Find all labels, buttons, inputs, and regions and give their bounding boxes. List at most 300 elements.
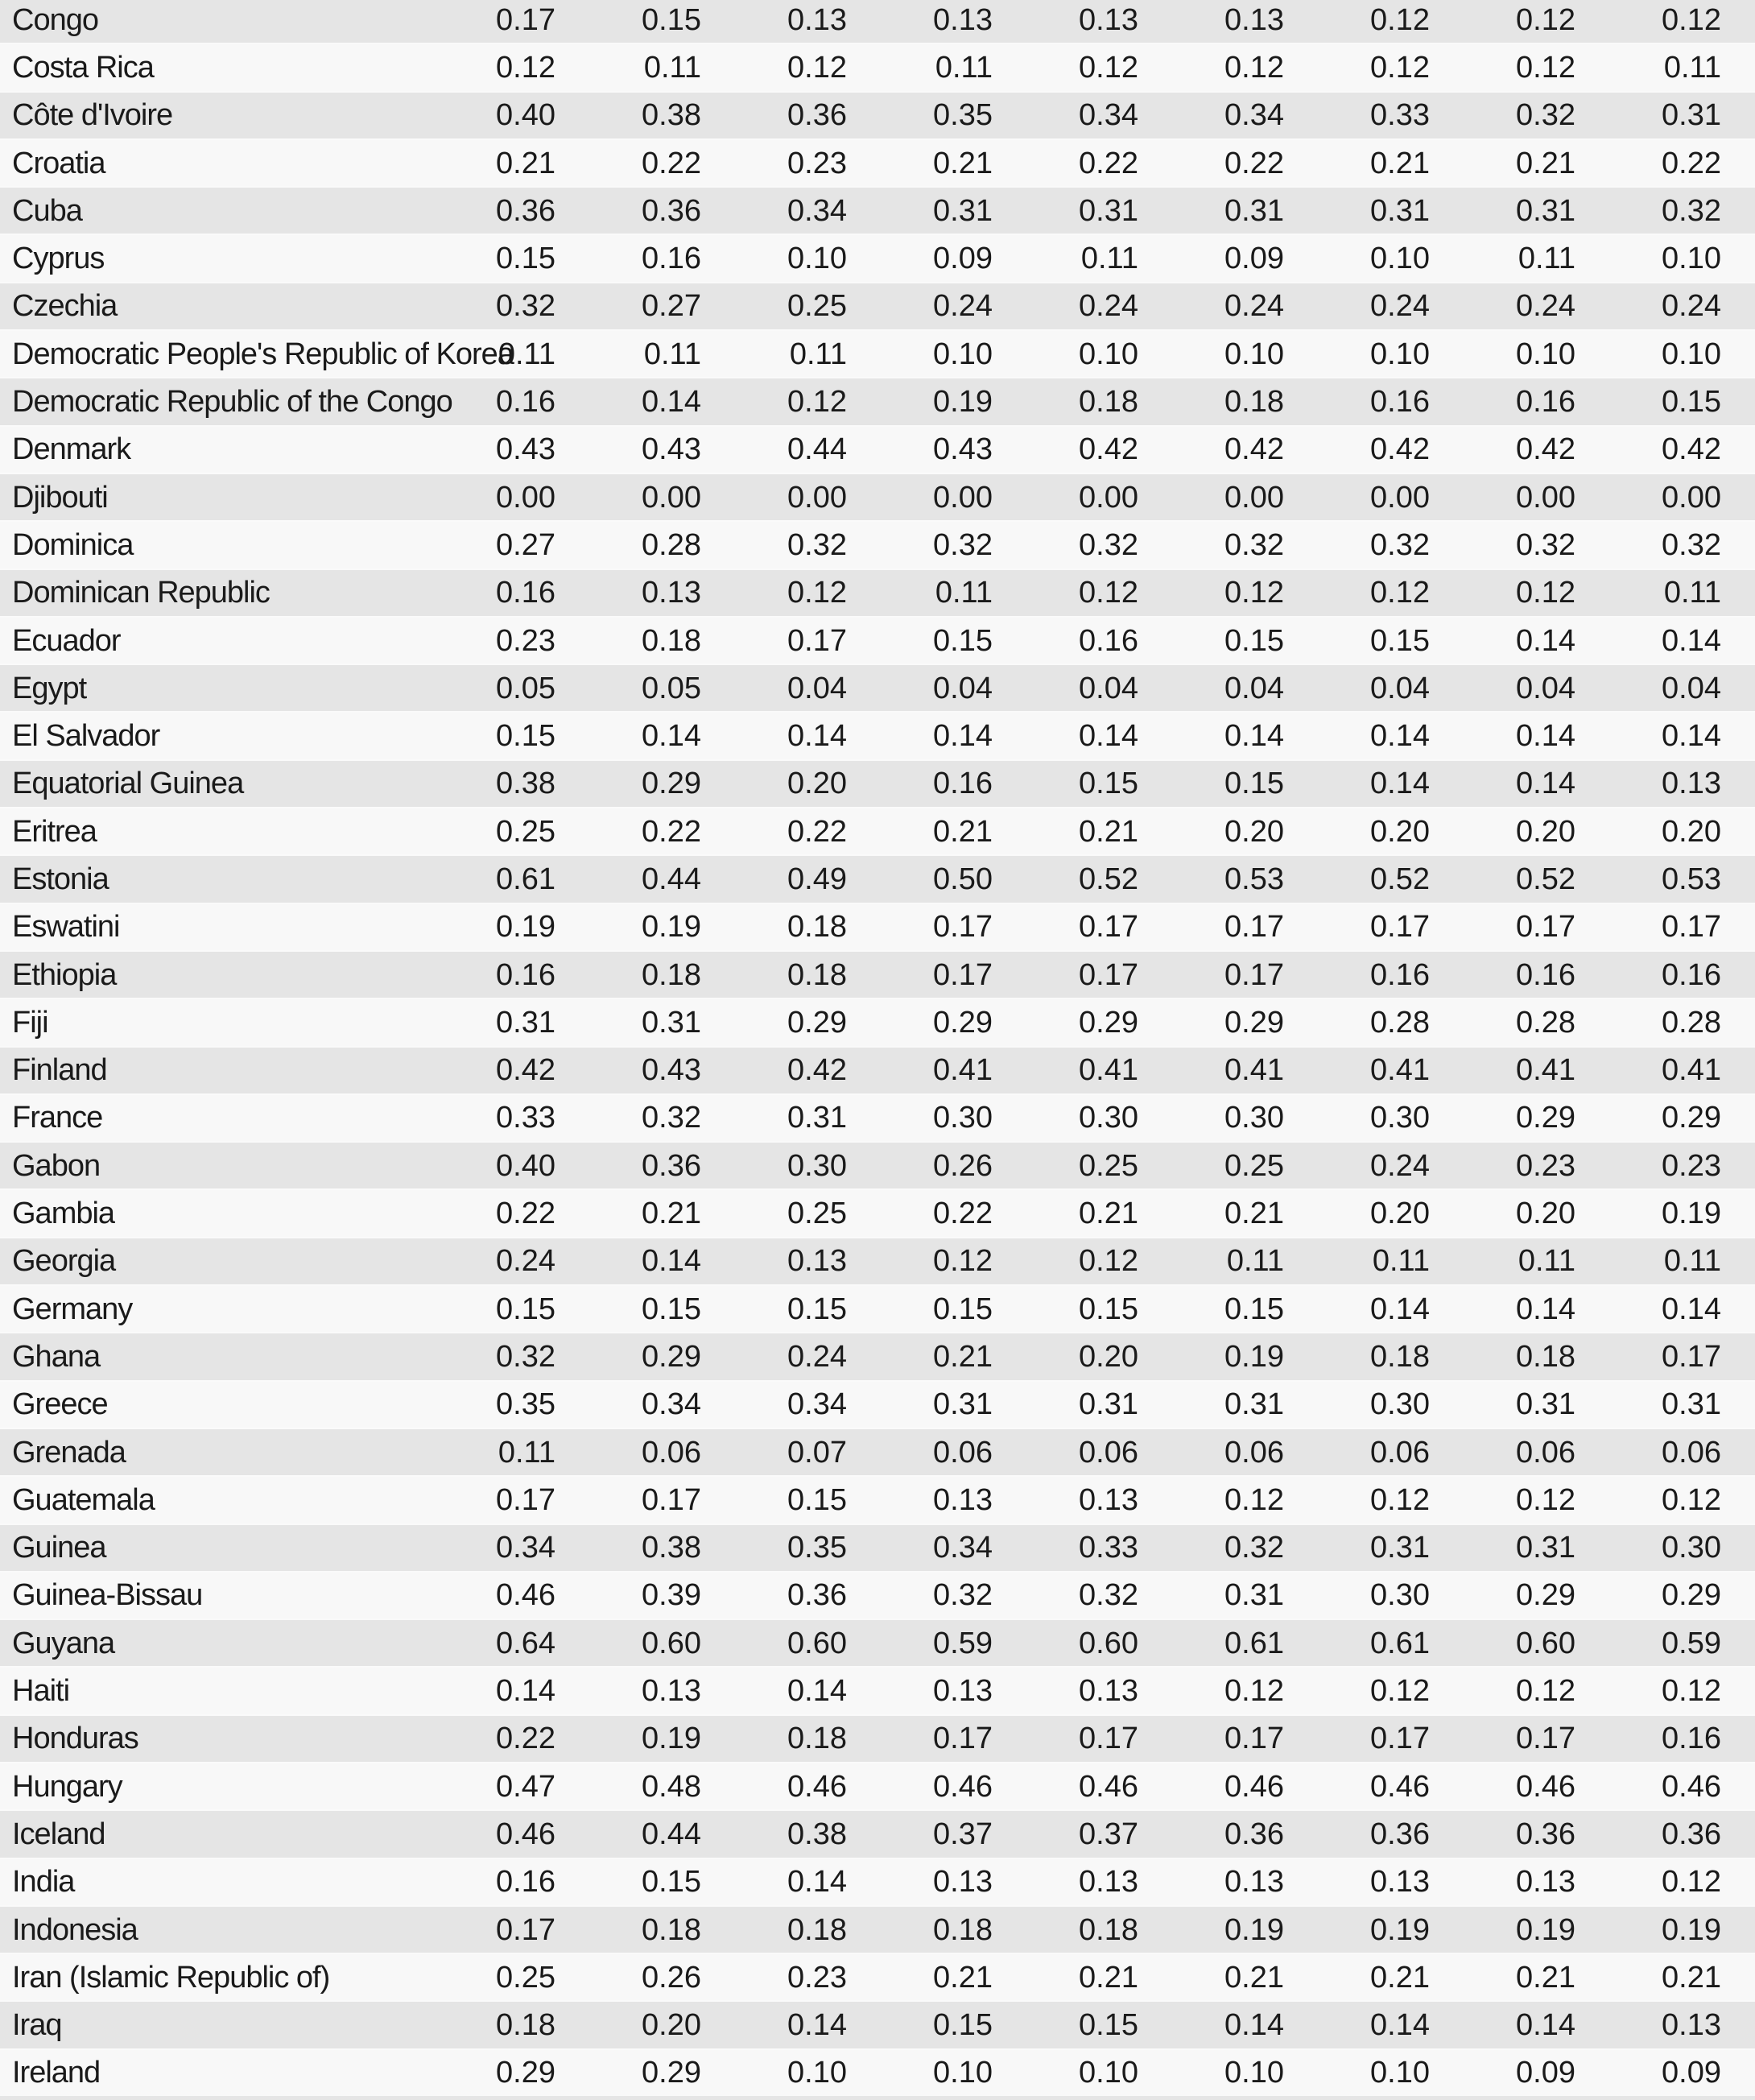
value-cell: 0.15	[496, 1292, 555, 1326]
value-cell: 0.13	[642, 576, 701, 610]
value-cell: 0.31	[1224, 1387, 1284, 1422]
value-cell: 0.16	[1370, 385, 1430, 420]
value-cell: 0.29	[787, 1005, 847, 1040]
value-cell: 0.10	[1370, 337, 1430, 371]
table-row	[0, 998, 1755, 1045]
value-cell: 0.40	[496, 1148, 555, 1183]
value-cell: 0.17	[1662, 1339, 1721, 1374]
table-row	[0, 759, 1755, 807]
value-cell: 0.28	[642, 527, 701, 562]
value-cell: 0.25	[496, 1960, 555, 1995]
value-cell: 0.04	[933, 671, 993, 705]
value-cell: 0.46	[496, 1578, 555, 1613]
value-cell: 0.11	[643, 337, 701, 371]
value-cell: 0.13	[933, 1674, 993, 1709]
value-cell: 0.10	[1079, 2056, 1138, 2090]
value-cell: 0.04	[1516, 671, 1575, 705]
value-cell: 0.46	[496, 1817, 555, 1851]
value-cell: 0.25	[1224, 1148, 1284, 1183]
table-row	[0, 473, 1755, 520]
value-cell: 0.40	[496, 98, 555, 133]
table-row	[0, 1475, 1755, 1523]
value-cell: 0.15	[1370, 623, 1430, 658]
value-cell: 0.14	[1662, 1292, 1721, 1326]
country-name: Greece	[12, 1387, 108, 1422]
value-cell: 0.11	[1663, 576, 1721, 610]
value-cell: 0.14	[1079, 719, 1138, 754]
value-cell: 0.11	[1372, 1244, 1430, 1279]
value-cell: 0.34	[1224, 98, 1284, 133]
value-cell: 0.00	[787, 480, 847, 515]
value-cell: 0.00	[642, 480, 701, 515]
value-cell: 0.00	[1079, 480, 1138, 515]
value-cell: 0.10	[1079, 337, 1138, 371]
table-row	[0, 1714, 1755, 1762]
value-cell: 0.10	[1224, 2056, 1284, 2090]
value-cell: 0.16	[933, 767, 993, 801]
value-cell: 0.18	[1079, 385, 1138, 420]
value-cell: 0.00	[1224, 480, 1284, 515]
country-name: Denmark	[12, 432, 131, 467]
value-cell: 0.00	[496, 480, 555, 515]
value-cell: 0.16	[496, 1865, 555, 1900]
value-cell: 0.10	[933, 2056, 993, 2090]
value-cell: 0.36	[1224, 1817, 1284, 1851]
value-cell: 0.13	[1224, 2, 1284, 37]
value-cell: 0.21	[1224, 1197, 1284, 1231]
value-cell: 0.52	[1370, 862, 1430, 896]
table-row	[0, 1093, 1755, 1141]
value-cell: 0.46	[787, 1769, 847, 1804]
value-cell: 0.25	[787, 289, 847, 324]
value-cell: 0.07	[787, 1435, 847, 1470]
value-cell: 0.46	[1224, 1769, 1284, 1804]
value-cell: 0.14	[1370, 767, 1430, 801]
country-name: Côte d'Ivoire	[12, 98, 173, 133]
value-cell: 0.22	[496, 1722, 555, 1756]
value-cell: 0.21	[933, 1960, 993, 1995]
country-name: Estonia	[12, 862, 109, 896]
country-name: France	[12, 1101, 103, 1135]
value-cell: 0.49	[787, 862, 847, 896]
value-cell: 0.14	[1370, 2008, 1430, 2043]
table-row	[0, 186, 1755, 234]
value-cell: 0.32	[933, 1578, 993, 1613]
value-cell: 0.10	[787, 2056, 847, 2090]
value-cell: 0.32	[496, 289, 555, 324]
value-cell: 0.10	[933, 337, 993, 371]
value-cell: 0.21	[1370, 1960, 1430, 1995]
value-cell: 0.09	[1516, 2056, 1575, 2090]
value-cell: 0.12	[1662, 2, 1721, 37]
value-cell: 0.12	[1224, 1674, 1284, 1709]
table-row	[0, 377, 1755, 424]
value-cell: 0.13	[1516, 1865, 1575, 1900]
value-cell: 0.28	[1516, 1005, 1575, 1040]
value-cell: 0.15	[1224, 1292, 1284, 1326]
value-cell: 0.12	[1370, 50, 1430, 85]
value-cell: 0.30	[1224, 1101, 1284, 1135]
value-cell: 0.16	[1516, 957, 1575, 992]
value-cell: 0.30	[1079, 1101, 1138, 1135]
country-name: Guinea-Bissau	[12, 1578, 203, 1613]
value-cell: 0.12	[1516, 1482, 1575, 1517]
value-cell: 0.10	[787, 242, 847, 276]
value-cell: 0.30	[933, 1101, 993, 1135]
country-name: Croatia	[12, 146, 105, 180]
table-row	[0, 425, 1755, 473]
value-cell: 0.13	[642, 1674, 701, 1709]
value-cell: 0.06	[1516, 1435, 1575, 1470]
value-cell: 0.42	[787, 1053, 847, 1088]
value-cell: 0.42	[1370, 432, 1430, 467]
value-cell: 0.28	[1370, 1005, 1430, 1040]
value-cell: 0.29	[1079, 1005, 1138, 1040]
country-name: Guinea	[12, 1531, 106, 1565]
value-cell: 0.17	[933, 957, 993, 992]
value-cell: 0.19	[496, 910, 555, 945]
country-name: Iran (Islamic Republic of)	[12, 1960, 330, 1995]
value-cell: 0.10	[1370, 2056, 1430, 2090]
value-cell: 0.12	[1224, 50, 1284, 85]
value-cell: 0.32	[642, 1101, 701, 1135]
value-cell: 0.19	[642, 1722, 701, 1756]
value-cell: 0.38	[787, 1817, 847, 1851]
value-cell: 0.31	[1516, 1531, 1575, 1565]
value-cell: 0.26	[642, 1960, 701, 1995]
value-cell: 0.38	[642, 1531, 701, 1565]
country-name: Fiji	[12, 1005, 48, 1040]
value-cell: 0.23	[787, 146, 847, 180]
table-row	[0, 1380, 1755, 1428]
value-cell: 0.14	[1516, 623, 1575, 658]
value-cell: 0.14	[642, 385, 701, 420]
value-cell: 0.04	[1662, 671, 1721, 705]
value-cell: 0.41	[1079, 1053, 1138, 1088]
value-cell: 0.12	[1370, 1674, 1430, 1709]
table-row	[0, 663, 1755, 711]
value-cell: 0.11	[935, 576, 993, 610]
table-row	[0, 1284, 1755, 1332]
value-cell: 0.00	[933, 480, 993, 515]
value-cell: 0.18	[496, 2008, 555, 2043]
value-cell: 0.14	[642, 1244, 701, 1279]
value-cell: 0.15	[1224, 623, 1284, 658]
table-row	[0, 1809, 1755, 1857]
value-cell: 0.12	[1662, 1674, 1721, 1709]
value-cell: 0.60	[642, 1626, 701, 1660]
country-name: Eritrea	[12, 814, 97, 849]
value-cell: 0.14	[787, 1674, 847, 1709]
value-cell: 0.04	[1224, 671, 1284, 705]
value-cell: 0.24	[1370, 1148, 1430, 1183]
table-row	[0, 1332, 1755, 1379]
value-cell: 0.22	[787, 814, 847, 849]
value-cell: 0.32	[1662, 527, 1721, 562]
value-cell: 0.30	[1662, 1531, 1721, 1565]
value-cell: 0.14	[787, 719, 847, 754]
value-cell: 0.21	[1516, 146, 1575, 180]
value-cell: 0.15	[1662, 385, 1721, 420]
value-cell: 0.34	[642, 1387, 701, 1422]
value-cell: 0.36	[1370, 1817, 1430, 1851]
value-cell: 0.04	[1079, 671, 1138, 705]
value-cell: 0.32	[1662, 193, 1721, 228]
country-name: Democratic Republic of the Congo	[12, 385, 452, 420]
value-cell: 0.34	[933, 1531, 993, 1565]
value-cell: 0.31	[933, 1387, 993, 1422]
value-cell: 0.34	[1079, 98, 1138, 133]
value-cell: 0.18	[1516, 1339, 1575, 1374]
value-cell: 0.20	[1370, 814, 1430, 849]
value-cell: 0.17	[1662, 910, 1721, 945]
value-cell: 0.31	[642, 1005, 701, 1040]
value-cell: 0.04	[1370, 671, 1430, 705]
table-row	[0, 91, 1755, 138]
value-cell: 0.00	[1370, 480, 1430, 515]
country-name: Gabon	[12, 1148, 101, 1183]
value-cell: 0.20	[1516, 1197, 1575, 1231]
value-cell: 0.42	[1516, 432, 1575, 467]
value-cell: 0.21	[1079, 814, 1138, 849]
value-cell: 0.10	[1370, 242, 1430, 276]
value-cell: 0.34	[787, 1387, 847, 1422]
value-cell: 0.22	[496, 1197, 555, 1231]
value-cell: 0.32	[496, 1339, 555, 1374]
table-row	[0, 138, 1755, 186]
value-cell: 0.13	[787, 2, 847, 37]
value-cell: 0.46	[1662, 1769, 1721, 1804]
value-cell: 0.31	[1516, 193, 1575, 228]
value-cell: 0.42	[496, 1053, 555, 1088]
table-row	[0, 1858, 1755, 1905]
value-cell: 0.13	[787, 1244, 847, 1279]
value-cell: 0.31	[496, 1005, 555, 1040]
value-cell: 0.15	[1079, 767, 1138, 801]
value-cell: 0.34	[496, 1531, 555, 1565]
value-cell: 0.36	[642, 193, 701, 228]
value-cell: 0.12	[496, 50, 555, 85]
value-cell: 0.12	[1370, 576, 1430, 610]
value-cell: 0.16	[642, 242, 701, 276]
value-cell: 0.16	[1079, 623, 1138, 658]
value-cell: 0.05	[642, 671, 701, 705]
country-name: Ethiopia	[12, 957, 117, 992]
value-cell: 0.17	[496, 2, 555, 37]
value-cell: 0.36	[642, 1148, 701, 1183]
value-cell: 0.17	[1224, 910, 1284, 945]
value-cell: 0.11	[643, 50, 701, 85]
value-cell: 0.15	[496, 242, 555, 276]
country-name: Dominican Republic	[12, 576, 270, 610]
country-name: Georgia	[12, 1244, 116, 1279]
value-cell: 0.52	[1079, 862, 1138, 896]
value-cell: 0.11	[1226, 1244, 1284, 1279]
value-cell: 0.42	[1662, 432, 1721, 467]
value-cell: 0.31	[1079, 193, 1138, 228]
value-cell: 0.00	[1662, 480, 1721, 515]
value-cell: 0.20	[1224, 814, 1284, 849]
table-row	[0, 950, 1755, 998]
value-cell: 0.12	[1370, 2, 1430, 37]
value-cell: 0.35	[787, 1531, 847, 1565]
value-cell: 0.19	[1370, 1912, 1430, 1947]
value-cell: 0.17	[1516, 910, 1575, 945]
value-cell: 0.16	[496, 385, 555, 420]
value-cell: 0.10	[1662, 337, 1721, 371]
country-name: Dominica	[12, 527, 134, 562]
value-cell: 0.32	[1224, 1531, 1284, 1565]
country-name: Guatemala	[12, 1482, 155, 1517]
table-row	[0, 616, 1755, 663]
value-cell: 0.36	[1516, 1817, 1575, 1851]
country-name: Eswatini	[12, 910, 120, 945]
value-cell: 0.18	[787, 1912, 847, 1947]
value-cell: 0.17	[933, 1722, 993, 1756]
value-cell: 0.52	[1516, 862, 1575, 896]
value-cell: 0.44	[787, 432, 847, 467]
value-cell: 0.21	[1662, 1960, 1721, 1995]
value-cell: 0.42	[1224, 432, 1284, 467]
value-cell: 0.13	[1662, 2008, 1721, 2043]
value-cell: 0.21	[1079, 1197, 1138, 1231]
value-cell: 0.30	[1370, 1101, 1430, 1135]
country-name: Cuba	[12, 193, 82, 228]
country-name: Democratic People's Republic of Korea	[12, 337, 514, 371]
value-cell: 0.32	[1079, 1578, 1138, 1613]
value-cell: 0.12	[1079, 1244, 1138, 1279]
table-row	[0, 1905, 1755, 1953]
value-cell: 0.32	[787, 527, 847, 562]
value-cell: 0.60	[1516, 1626, 1575, 1660]
value-cell: 0.32	[1079, 527, 1138, 562]
country-name: Cyprus	[12, 242, 105, 276]
table-row	[0, 568, 1755, 616]
value-cell: 0.14	[1370, 1292, 1430, 1326]
value-cell: 0.15	[787, 1292, 847, 1326]
value-cell: 0.37	[1079, 1817, 1138, 1851]
value-cell: 0.09	[933, 242, 993, 276]
country-name: India	[12, 1865, 75, 1900]
value-cell: 0.29	[642, 767, 701, 801]
table-row	[0, 0, 1755, 43]
value-cell: 0.64	[496, 1626, 555, 1660]
country-name: El Salvador	[12, 719, 160, 754]
value-cell: 0.27	[642, 289, 701, 324]
value-cell: 0.24	[1370, 289, 1430, 324]
value-cell: 0.31	[933, 193, 993, 228]
value-cell: 0.19	[1224, 1912, 1284, 1947]
value-cell: 0.11	[1080, 242, 1138, 276]
value-cell: 0.17	[1516, 1722, 1575, 1756]
table-row	[0, 282, 1755, 329]
value-cell: 0.20	[1516, 814, 1575, 849]
value-cell: 0.29	[642, 2056, 701, 2090]
value-cell: 0.21	[1224, 1960, 1284, 1995]
table-row	[0, 1666, 1755, 1713]
value-cell: 0.43	[496, 432, 555, 467]
country-name: Gambia	[12, 1197, 115, 1231]
value-cell: 0.15	[642, 1865, 701, 1900]
value-cell: 0.14	[1516, 767, 1575, 801]
value-cell: 0.30	[787, 1148, 847, 1183]
value-cell: 0.61	[496, 862, 555, 896]
value-cell: 0.29	[642, 1339, 701, 1374]
value-cell: 0.43	[642, 432, 701, 467]
value-cell: 0.19	[642, 910, 701, 945]
value-cell: 0.18	[642, 1912, 701, 1947]
value-cell: 0.13	[1662, 767, 1721, 801]
value-cell: 0.35	[933, 98, 993, 133]
value-cell: 0.20	[787, 767, 847, 801]
value-cell: 0.06	[1662, 1435, 1721, 1470]
value-cell: 0.24	[787, 1339, 847, 1374]
value-cell: 0.18	[787, 910, 847, 945]
value-cell: 0.23	[1662, 1148, 1721, 1183]
value-cell: 0.13	[1079, 1482, 1138, 1517]
value-cell: 0.16	[496, 576, 555, 610]
value-cell: 0.43	[642, 1053, 701, 1088]
value-cell: 0.19	[1224, 1339, 1284, 1374]
country-name: Iceland	[12, 1817, 105, 1851]
value-cell: 0.22	[1079, 146, 1138, 180]
table-row	[0, 2000, 1755, 2048]
value-cell: 0.36	[496, 193, 555, 228]
value-cell: 0.33	[1370, 98, 1430, 133]
value-cell: 0.11	[1518, 1244, 1575, 1279]
value-cell: 0.18	[787, 957, 847, 992]
value-cell: 0.32	[1516, 98, 1575, 133]
country-name: Egypt	[12, 671, 87, 705]
value-cell: 0.13	[933, 1865, 993, 1900]
value-cell: 0.15	[787, 1482, 847, 1517]
value-cell: 0.06	[1370, 1435, 1430, 1470]
table-row	[0, 903, 1755, 950]
country-name: Ghana	[12, 1339, 101, 1374]
value-cell: 0.34	[787, 193, 847, 228]
value-cell: 0.21	[496, 146, 555, 180]
value-cell: 0.14	[496, 1674, 555, 1709]
value-cell: 0.06	[933, 1435, 993, 1470]
value-cell: 0.60	[787, 1626, 847, 1660]
value-cell: 0.29	[496, 2056, 555, 2090]
value-cell: 0.31	[1079, 1387, 1138, 1422]
value-cell: 0.12	[1079, 576, 1138, 610]
value-cell: 0.38	[642, 98, 701, 133]
value-cell: 0.59	[933, 1626, 993, 1660]
value-cell: 0.13	[1370, 1865, 1430, 1900]
value-cell: 0.18	[787, 1722, 847, 1756]
value-cell: 0.19	[1516, 1912, 1575, 1947]
value-cell: 0.12	[933, 1244, 993, 1279]
value-cell: 0.17	[1370, 1722, 1430, 1756]
country-name: Djibouti	[12, 480, 108, 515]
table-row	[0, 1141, 1755, 1188]
value-cell: 0.31	[1516, 1387, 1575, 1422]
value-cell: 0.20	[1662, 814, 1721, 849]
value-cell: 0.22	[1662, 146, 1721, 180]
value-cell: 0.14	[1516, 719, 1575, 754]
value-cell: 0.06	[1224, 1435, 1284, 1470]
value-cell: 0.16	[496, 957, 555, 992]
value-cell: 0.28	[1662, 1005, 1721, 1040]
value-cell: 0.24	[1662, 289, 1721, 324]
value-cell: 0.41	[1662, 1053, 1721, 1088]
value-cell: 0.29	[1662, 1101, 1721, 1135]
table-row	[0, 1571, 1755, 1618]
value-cell: 0.22	[642, 146, 701, 180]
country-name: Iraq	[12, 2008, 62, 2043]
